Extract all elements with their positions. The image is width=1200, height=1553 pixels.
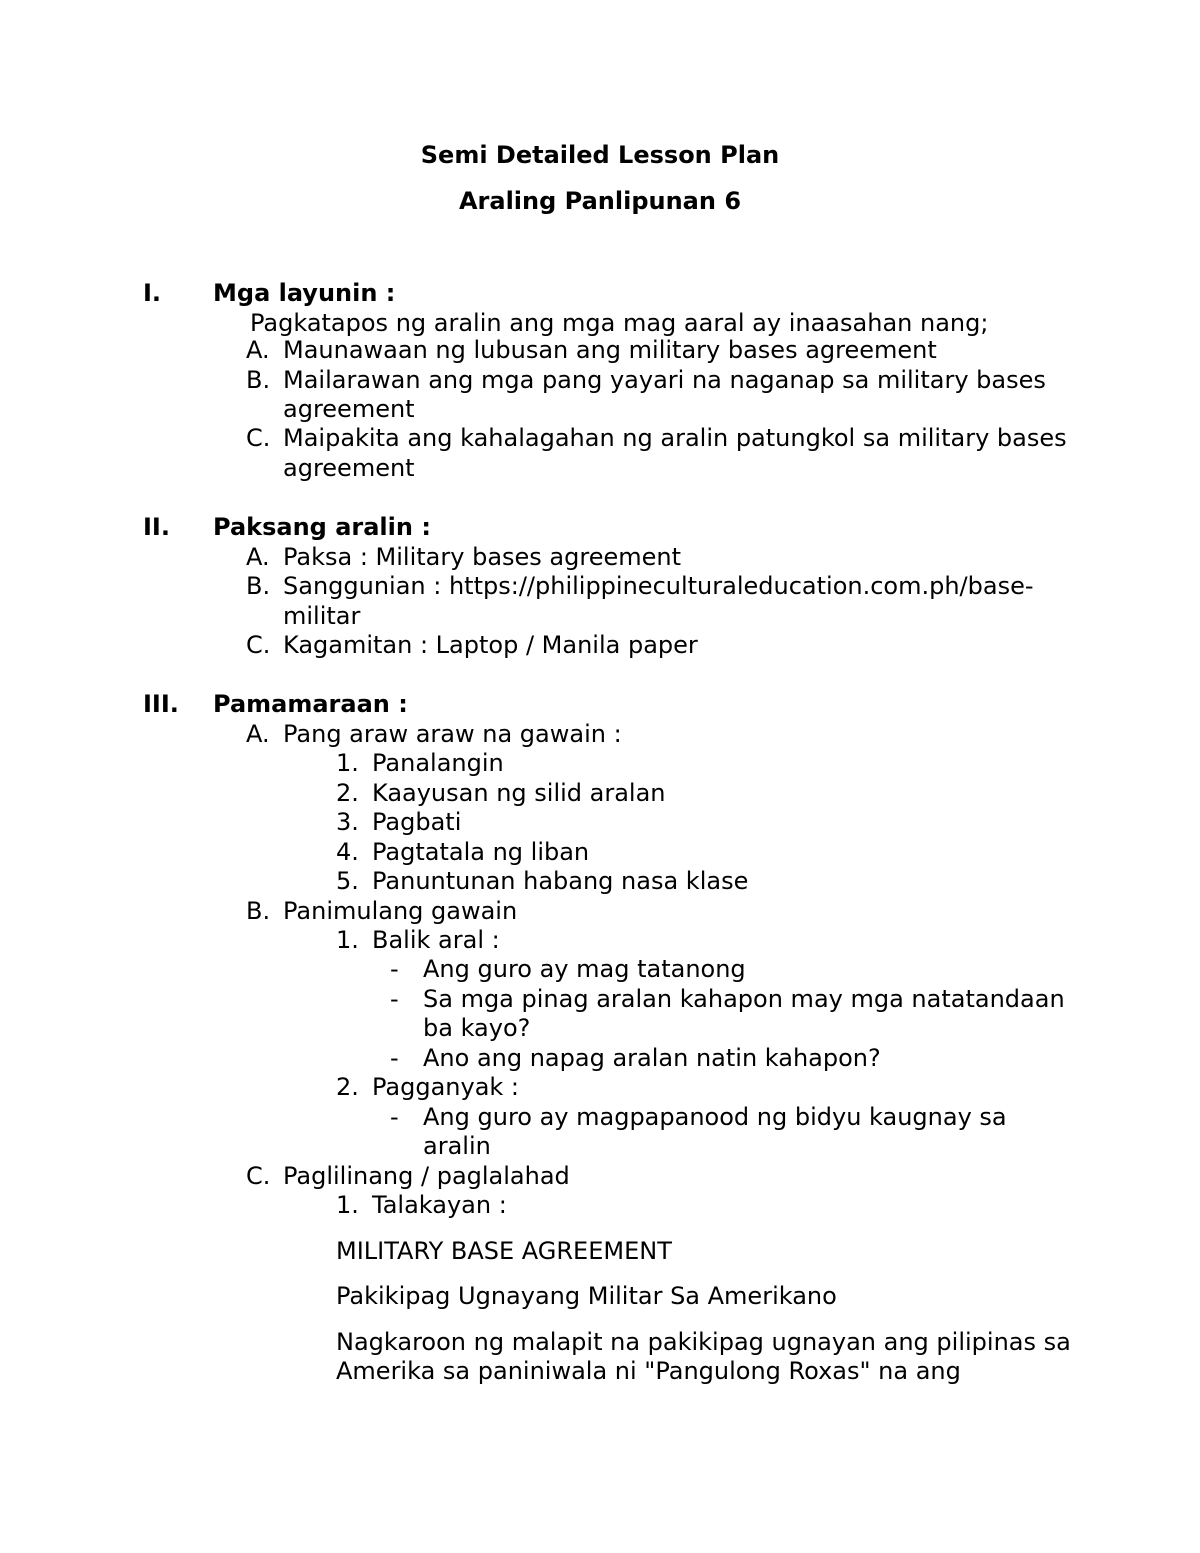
list-marker: C.: [246, 1162, 271, 1190]
document-subtitle: Araling Panlipunan 6: [458, 187, 742, 215]
discussion-subheading: Pakikipag Ugnayang Militar Sa Amerikano: [336, 1282, 837, 1310]
step-text: Pagtatala ng liban: [372, 838, 590, 866]
section-1-heading: Mga layunin :: [213, 279, 396, 307]
discussion-paragraph-line: Nagkaroon ng malapit na pakikipag ugnayan ang pilipinas sa: [336, 1328, 1071, 1356]
section-2-heading: Paksang aralin :: [213, 513, 431, 541]
step-number: 5.: [336, 867, 359, 895]
step-number: 1.: [336, 749, 359, 777]
step-number: 4.: [336, 838, 359, 866]
step-text: Kaayusan ng silid aralan: [372, 779, 666, 807]
list-item-text: Sanggunian : https://philippineculturaleducation.com.ph/base-: [283, 572, 1034, 600]
list-item-text: Maunawaan ng lubusan ang military bases agreement: [283, 336, 937, 364]
step-text: Balik aral :: [372, 926, 500, 954]
step-number: 3.: [336, 808, 359, 836]
list-marker: C.: [246, 424, 271, 452]
bullet-text: Ang guro ay mag tatanong: [423, 955, 746, 983]
bullet-dash: -: [390, 985, 399, 1013]
bullet-dash: -: [390, 1044, 399, 1072]
bullet-text: Ang guro ay magpapanood ng bidyu kaugnay sa: [423, 1103, 1007, 1131]
document-title: Semi Detailed Lesson Plan: [420, 141, 780, 169]
list-item-text: Kagamitan : Laptop / Manila paper: [283, 631, 698, 659]
section-3-heading: Pamamaraan :: [213, 690, 408, 718]
section-2-numeral: II.: [143, 513, 170, 541]
step-number: 2.: [336, 779, 359, 807]
bullet-text: Ano ang napag aralan natin kahapon?: [423, 1044, 881, 1072]
step-text: Panalangin: [372, 749, 504, 777]
list-item-text: agreement: [283, 454, 415, 482]
bullet-text: aralin: [423, 1132, 491, 1160]
step-text: Pagganyak :: [372, 1073, 520, 1101]
list-item-text: agreement: [283, 395, 415, 423]
section-1-intro: Pagkatapos ng aralin ang mga mag aaral ay inaasahan nang;: [250, 309, 989, 337]
step-number: 1.: [336, 1191, 359, 1219]
bullet-text: Sa mga pinag aralan kahapon may mga natatandaan: [423, 985, 1065, 1013]
list-marker: B.: [246, 366, 271, 394]
list-item-text: Paksa : Military bases agreement: [283, 543, 682, 571]
step-text: Talakayan :: [372, 1191, 507, 1219]
list-item-text: Panimulang gawain: [283, 897, 518, 925]
discussion-heading: MILITARY BASE AGREEMENT: [336, 1237, 672, 1265]
list-item-text: Pang araw araw na gawain :: [283, 720, 622, 748]
list-item-text: Maipakita ang kahalagahan ng aralin patungkol sa military bases: [283, 424, 1067, 452]
section-1-numeral: I.: [143, 279, 162, 307]
list-item-text: Mailarawan ang mga pang yayari na naganap sa military bases: [283, 366, 1046, 394]
step-text: Pagbati: [372, 808, 462, 836]
bullet-dash: -: [390, 1103, 399, 1131]
list-marker: A.: [246, 720, 270, 748]
discussion-paragraph-line: Amerika sa paniniwala ni "Pangulong Roxas" na ang: [336, 1357, 961, 1385]
step-number: 1.: [336, 926, 359, 954]
list-marker: A.: [246, 336, 270, 364]
list-item-text: Paglilinang / paglalahad: [283, 1162, 570, 1190]
list-marker: A.: [246, 543, 270, 571]
step-number: 2.: [336, 1073, 359, 1101]
list-marker: B.: [246, 897, 271, 925]
bullet-dash: -: [390, 955, 399, 983]
list-marker: B.: [246, 572, 271, 600]
bullet-text: ba kayo?: [423, 1014, 531, 1042]
step-text: Panuntunan habang nasa klase: [372, 867, 749, 895]
list-marker: C.: [246, 631, 271, 659]
list-item-text: militar: [283, 602, 361, 630]
section-3-numeral: III.: [143, 690, 179, 718]
